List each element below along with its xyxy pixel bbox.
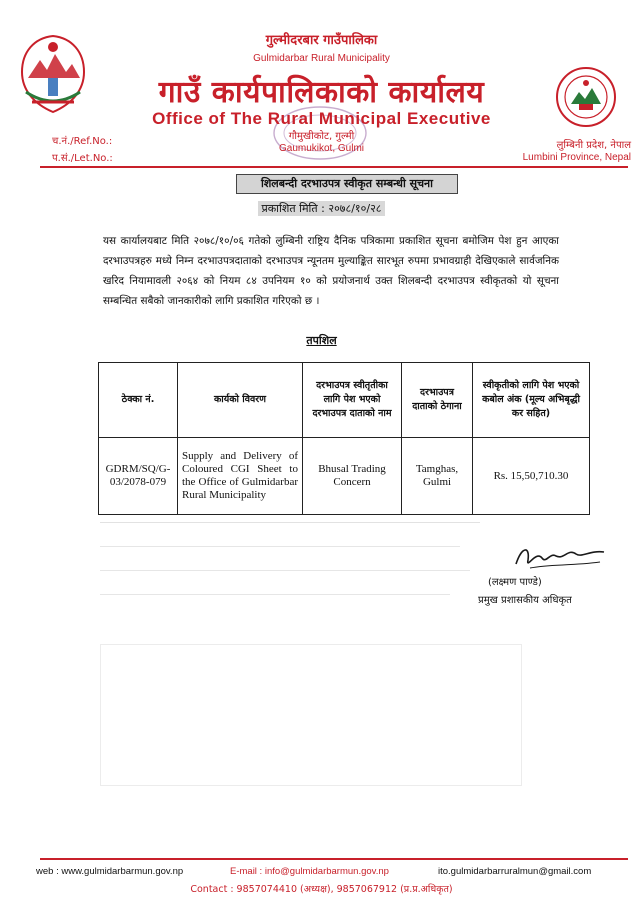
cell-amount: Rs. 15,50,710.30 [473,438,590,515]
table-row [99,438,590,515]
cell-description: Supply and Delivery of Coloured CGI Sheet to the Office of Gulmidarbar Rural Municipality [178,438,303,515]
header-bidder: दरभाउपत्र स्वीतृतीका लागि पेश भएको दरभाउपत्र दाताको नाम [303,363,402,438]
bleed-line [100,522,480,523]
table-heading: तपशिल [306,334,337,347]
office-address-en: Gaumukikot, Gulmi [278,143,365,154]
header-description: कार्यको विवरण [178,363,303,438]
bleed-line [100,546,460,547]
letter-no-label: प.सं./Let.No.: [52,153,113,164]
footer-email-2: ito.gulmidarbarruralmun@gmail.com [438,866,592,877]
footer-divider [40,858,628,860]
header-divider [40,166,628,168]
province-en: Lumbini Province, Nepal [522,152,631,163]
bleed-line [100,594,450,595]
footer-email: E-mail : info@gulmidarbarmun.gov.np [230,866,389,877]
bleed-box [100,644,522,786]
header-address: दरभाउपत्र दाताको ठेगाना [402,363,473,438]
signer-name: (लक्ष्मण पाण्डे) [488,577,542,588]
province-np: लुम्बिनी प्रदेश, नेपाल [556,140,631,151]
municipality-name-np: गुल्मीदरबार गाउँपालिका [265,33,378,48]
bleed-line [100,570,470,571]
office-address-np: गौमुखीकोट, गुल्मी [288,131,355,142]
office-title-en: Office of The Rural Municipal Executive [152,109,491,128]
cell-address: Tamghas, Gulmi [402,438,473,515]
signature-icon [510,540,610,574]
published-date [0,201,643,216]
award-table [98,362,590,515]
table-header-row [99,363,590,438]
signer-title: प्रमुख प्रशासकीय अधिकृत [478,595,572,606]
office-title-np: गाउँ कार्यपालिकाको कार्यालय [158,75,485,110]
header-amount: स्वीकृतीको लागि पेश भएको कबोल अंक (मूल्य अभिबृद्धी कर सहित) [473,363,590,438]
notice-body: यस कार्यालयबाट मिति २०७८/१०/०६ गतेको लुम्बिनी राष्ट्रिय दैनिक पत्रिकामा प्रकाशित सूचना बमोजिम पेश हुन आएका दरभाउपत्रहरु मध्ये निम्न दरभाउपत्रदाताको दरभाउपत्र न्यूनतम मुल्याङ्कित सारभूत रुपमा प्रभावग्राही देखिएकाले सार्वजनिक खरिद नियामावली २०६४ को नियम ८४ उपनियम १० को प्रयोजनार्थ उक्त शिलबन्दी दरभाउपत्र स्वीकृतको यो सूचना सम्बन्धित सबैको जानकारीको लागि प्रकाशित गरिएको छ । [103,235,559,307]
bleed-through-area [100,516,480,836]
cell-contract-no: GDRM/SQ/G-03/2078-079 [99,438,178,515]
footer-contact: Contact : 9857074410 (अध्यक्ष), 9857067912 (प्र.प्र.अधिकृत) [190,884,453,895]
cell-bidder: Bhusal Trading Concern [303,438,402,515]
published-date-text: प्रकाशित मिति : २०७८/१०/२८ [258,201,384,216]
municipality-name-en: Gulmidarbar Rural Municipality [253,53,390,64]
header-contract-no: ठेक्का नं. [99,363,178,438]
notice-title: शिलबन्दी दरभाउपत्र स्वीकृत सम्बन्धी सूचना [236,174,458,194]
ref-no-label: च.नं./Ref.No.: [52,136,113,147]
footer-website: web : www.gulmidarbarmun.gov.np [36,866,184,877]
